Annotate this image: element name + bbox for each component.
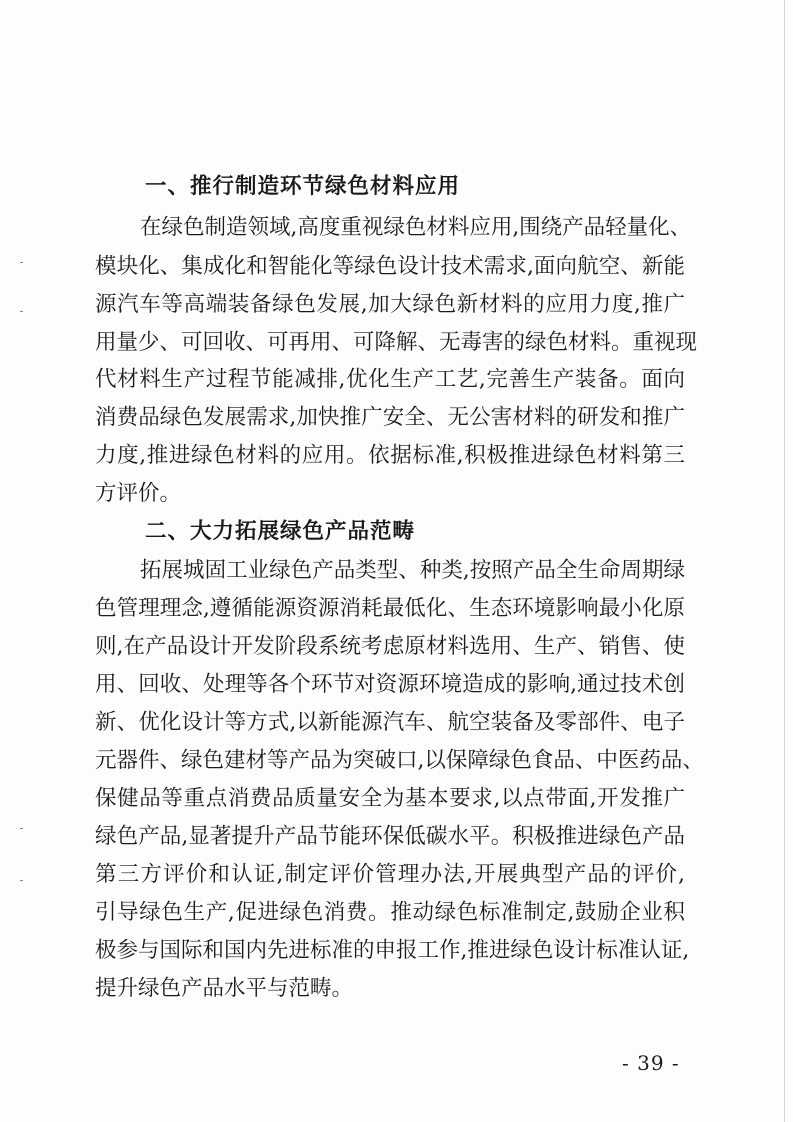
- paragraph-line: 用量少、可回收、可再用、可降解、无毒害的绿色材料。重视现: [95, 330, 698, 355]
- paragraph-line: 元器件、绿色建材等产品为突破口,以保障绿色食品、中医药品、: [95, 748, 704, 773]
- paragraph-line: 极参与国际和国内先进标准的申报工作,推进绿色设计标准认证,: [95, 938, 690, 963]
- scan-mark: [20, 880, 23, 881]
- paragraph-line: 色管理理念,遵循能源资源消耗最低化、生态环境影响最小化原: [95, 596, 685, 621]
- scan-mark: [20, 828, 23, 829]
- paragraph-line: 在绿色制造领域,高度重视绿色材料应用,围绕产品轻量化、: [140, 215, 692, 240]
- paragraph-line: 引导绿色生产,促进绿色消费。推动绿色标准制定,鼓励企业积: [95, 900, 685, 925]
- scan-mark: [20, 311, 23, 312]
- paragraph-line: 用、回收、处理等各个环节对资源环境造成的影响,通过技术创: [95, 672, 685, 697]
- paragraph-line: 力度,推进绿色材料的应用。依据标准,积极推进绿色材料第三: [95, 443, 685, 468]
- paragraph-line: 拓展城固工业绿色产品类型、种类,按照产品全生命周期绿: [140, 558, 685, 583]
- paragraph-line: 第三方评价和认证,制定评价管理办法,开展典型产品的评价,: [95, 862, 685, 887]
- paragraph-line: 新、优化设计等方式,以新能源汽车、航空装备及零部件、电子: [95, 710, 685, 735]
- paragraph-line: 模块化、集成化和智能化等绿色设计技术需求,面向航空、新能: [95, 254, 685, 279]
- paragraph-line: 绿色产品,显著提升产品节能环保低碳水平。积极推进绿色产品: [95, 824, 685, 849]
- section-heading-1: 一、推行制造环节绿色材料应用: [145, 174, 461, 199]
- scan-mark: [20, 262, 23, 263]
- paragraph-line: 代材料生产过程节能减排,优化生产工艺,完善生产装备。面向: [95, 367, 685, 392]
- page-edge-line: [784, 0, 785, 1122]
- paragraph-line: 方评价。: [95, 481, 182, 506]
- paragraph-line: 提升绿色产品水平与范畴。: [95, 976, 354, 1001]
- section-heading-2: 二、大力拓展绿色产品范畴: [145, 519, 416, 544]
- paragraph-line: 保健品等重点消费品质量安全为基本要求,以点带面,开发推广: [95, 786, 685, 811]
- paragraph-line: 消费品绿色发展需求,加快推广安全、无公害材料的研发和推广: [95, 405, 685, 430]
- paragraph-line: 则,在产品设计开发阶段系统考虑原材料选用、生产、销售、使: [95, 634, 685, 659]
- page-number: - 39 -: [622, 1051, 680, 1075]
- paragraph-line: 源汽车等高端装备绿色发展,加大绿色新材料的应用力度,推广: [95, 292, 685, 317]
